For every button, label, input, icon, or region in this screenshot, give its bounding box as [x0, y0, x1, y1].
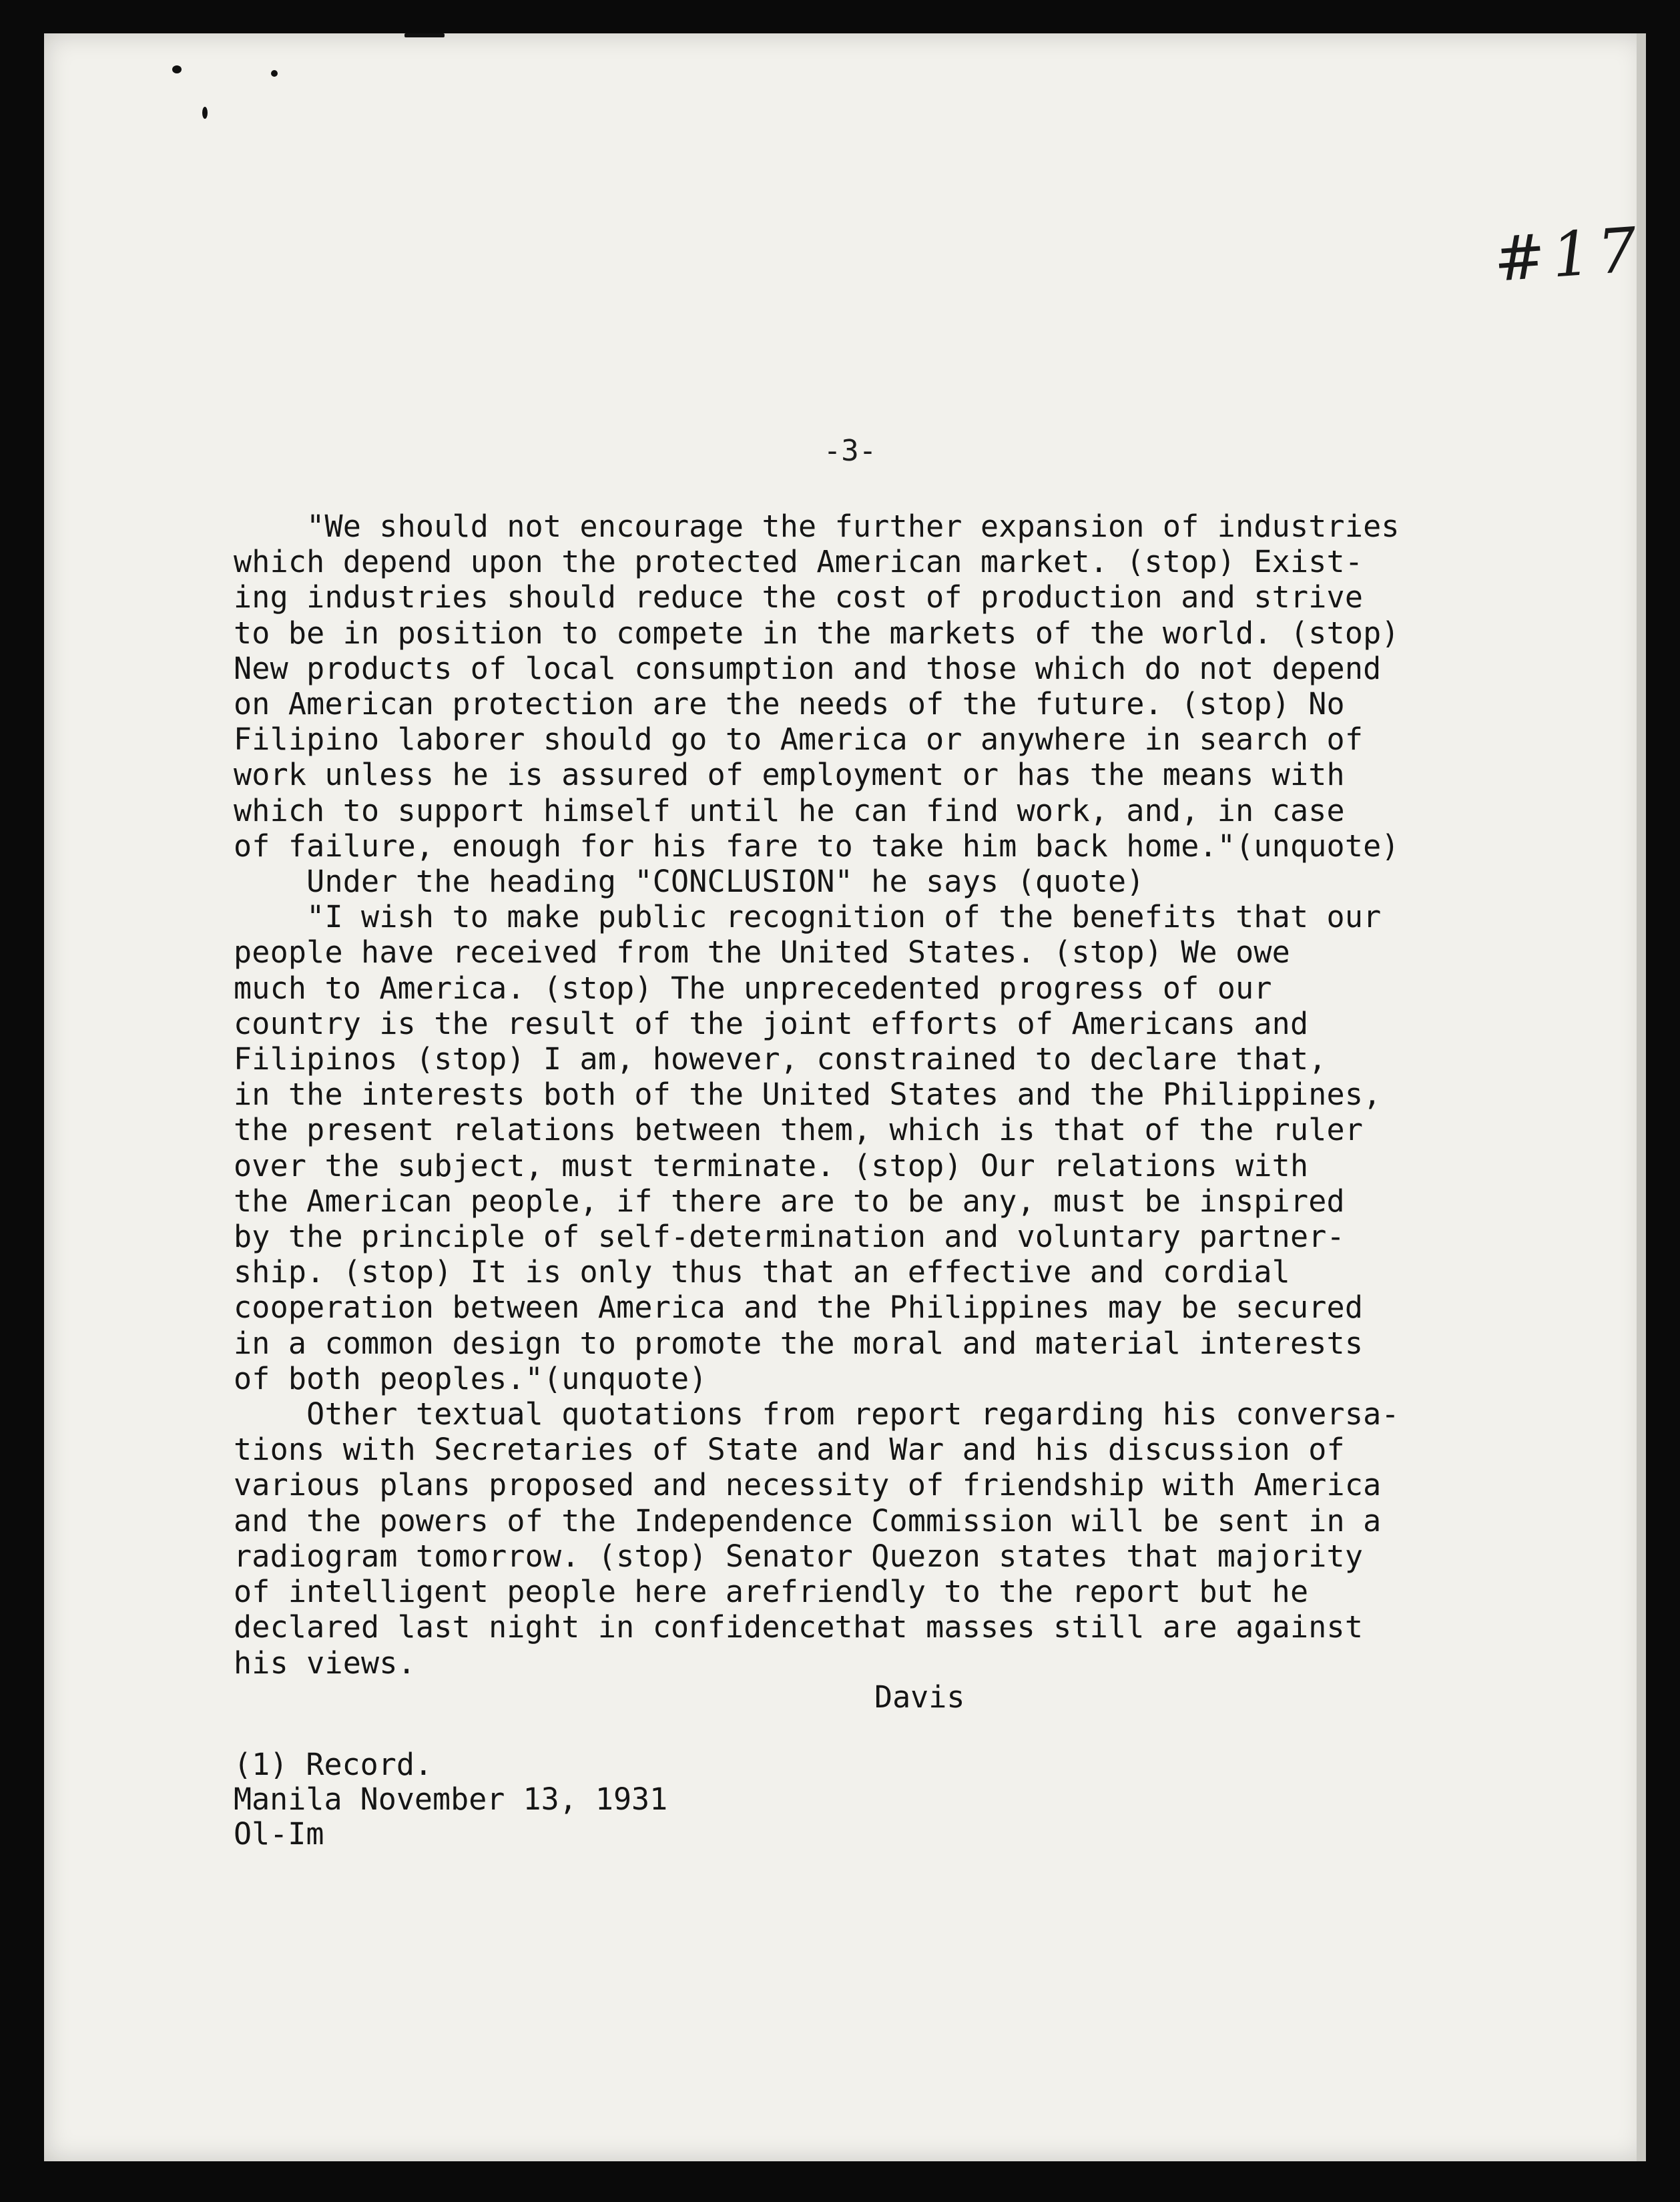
text-line: radiogram tomorrow. (stop) Senator Quezon states that majority [234, 1538, 1364, 1574]
handwritten-page-mark: #17 [1491, 214, 1646, 296]
text-line: Filipino laborer should go to America or anywhere in search of [234, 722, 1364, 758]
text-line: declared last night in confidencethat masses still are against [234, 1609, 1364, 1645]
text-line: in the interests both of the United States and the Philippines, [234, 1077, 1382, 1113]
text-line: of failure, enough for his fare to take him back home."(unquote) [234, 828, 1400, 864]
text-line: Other textual quotations from report regarding his conversa- [234, 1396, 1400, 1432]
signature: Davis [874, 1679, 965, 1715]
text-line: cooperation between America and the Philippines may be secured [234, 1290, 1364, 1326]
text-line: ship. (stop) It is only thus that an effective and cordial [234, 1254, 1290, 1290]
text-line: his views. [234, 1645, 416, 1681]
text-line: the American people, if there are to be any, must be inspired [234, 1183, 1345, 1219]
ink-speck [271, 70, 278, 77]
ink-speck [202, 107, 208, 119]
text-line: much to America. (stop) The unprecedented progress of our [234, 970, 1272, 1006]
text-line: Under the heading "CONCLUSION" he says (quote) [234, 864, 1145, 900]
text-line: Filipinos (stop) I am, however, constrained to declare that, [234, 1041, 1327, 1077]
text-line: in a common design to promote the moral and material interests [234, 1325, 1364, 1361]
page-edge [1637, 33, 1646, 2161]
text-line: of both peoples."(unquote) [234, 1360, 708, 1396]
text-line: various plans proposed and necessity of friendship with America [234, 1467, 1382, 1503]
footer-line-date: Manila November 13, 1931 [234, 1781, 668, 1817]
text-line: country is the result of the joint efforts of Americans and [234, 1005, 1309, 1041]
footer-line-reference: Ol-Im [234, 1816, 324, 1852]
page-number: -3- [823, 434, 877, 468]
text-line: people have received from the United States. (stop) We owe [234, 934, 1290, 971]
text-line: "I wish to make public recognition of the benefits that our [234, 899, 1382, 935]
text-line: on American protection are the needs of the future. (stop) No [234, 686, 1345, 722]
ink-speck [172, 65, 182, 73]
document-footer [234, 1747, 667, 1852]
text-line: which to support himself until he can find work, and, in case [234, 792, 1345, 828]
letter-body [234, 509, 1602, 1681]
text-line: ing industries should reduce the cost of production and strive [234, 579, 1364, 615]
text-line: and the powers of the Independence Commission will be sent in a [234, 1502, 1382, 1539]
text-line: to be in position to compete in the markets of the world. (stop) [234, 615, 1400, 651]
text-line: "We should not encourage the further expansion of industries [234, 509, 1400, 544]
text-line: the present relations between them, which is that of the ruler [234, 1112, 1364, 1148]
text-line: tions with Secretaries of State and War and his discussion of [234, 1432, 1345, 1468]
text-line: work unless he is assured of employment or has the means with [234, 757, 1345, 793]
text-line: of intelligent people here arefriendly to the report but he [234, 1574, 1309, 1610]
text-line: New products of local consumption and those which do not depend [234, 650, 1382, 686]
footer-line-record: (1) Record. [234, 1747, 433, 1782]
text-line: by the principle of self-determination and voluntary partner- [234, 1219, 1345, 1255]
text-line: which depend upon the protected American market. (stop) Exist- [234, 544, 1364, 580]
text-line: over the subject, must terminate. (stop) Our relations with [234, 1147, 1309, 1183]
ink-speck [404, 33, 445, 37]
